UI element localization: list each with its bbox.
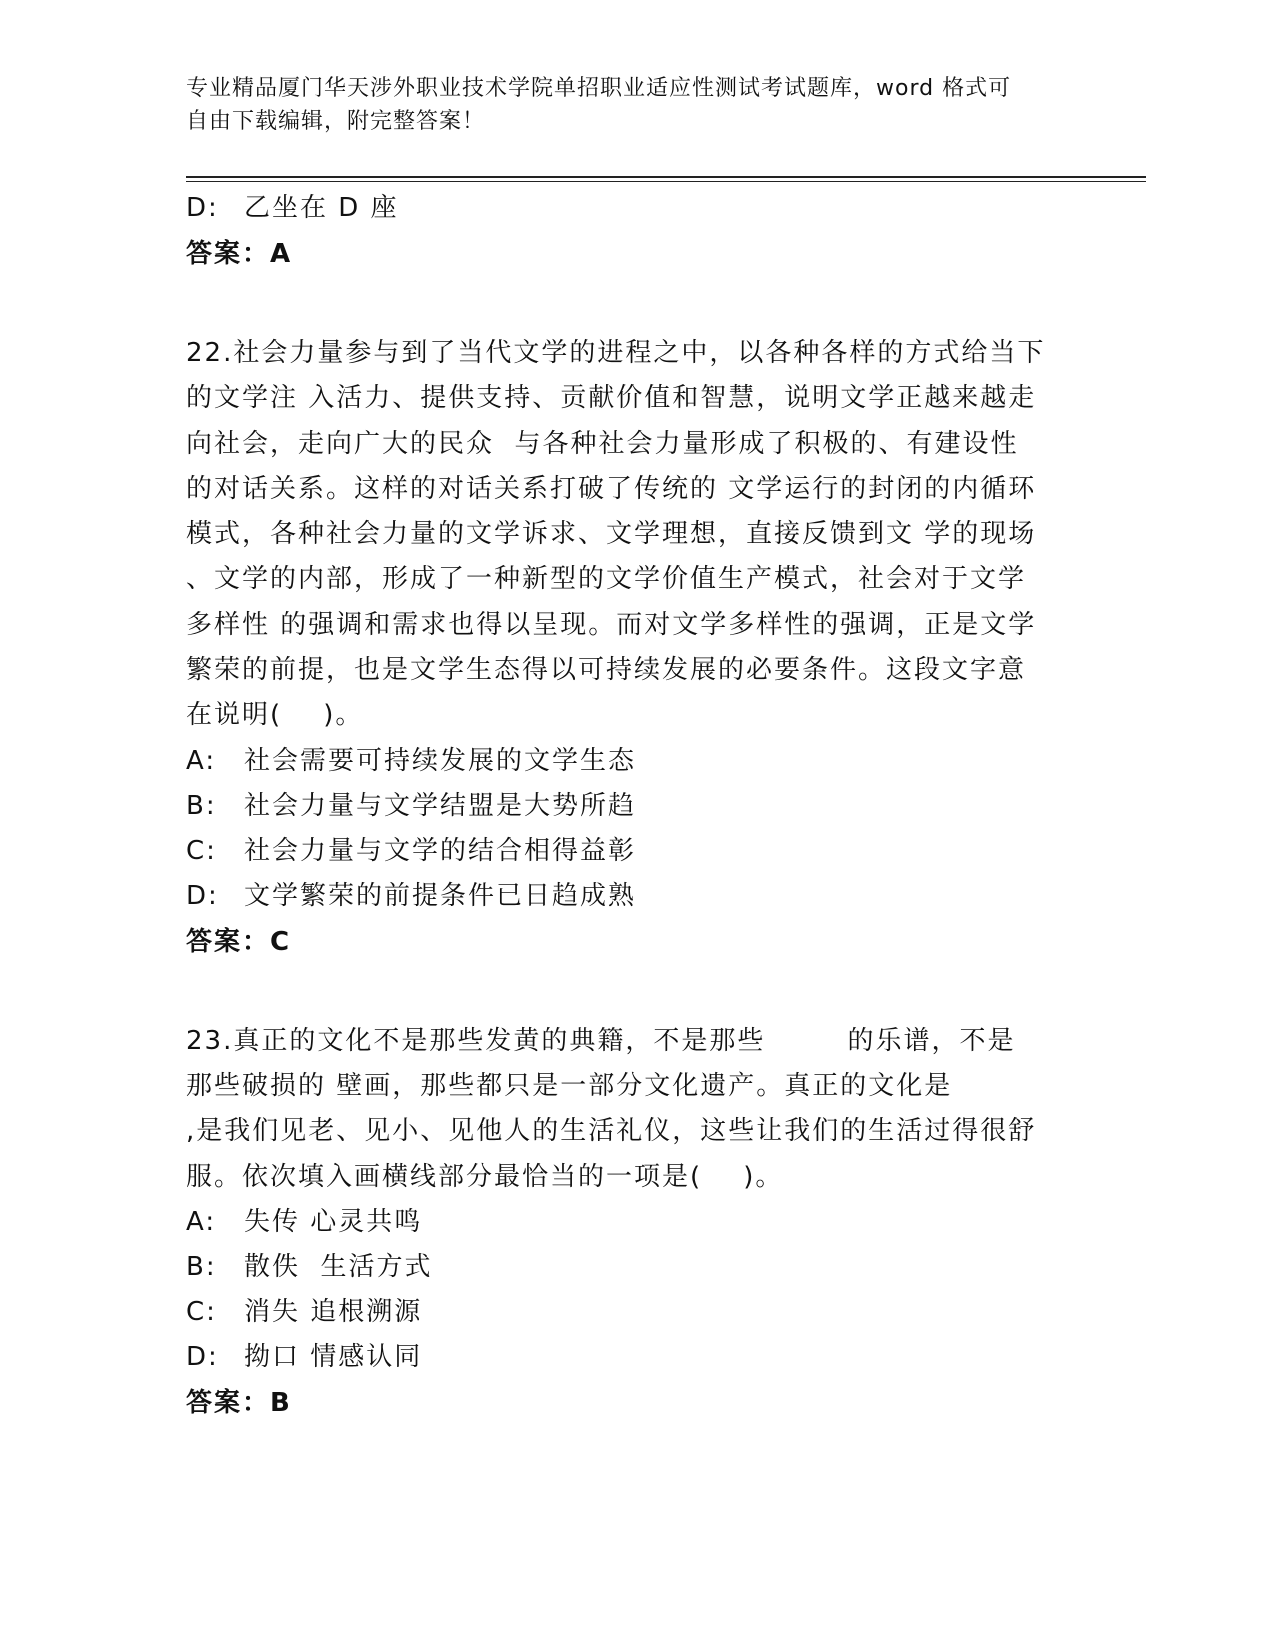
q23-option-b bbox=[186, 1245, 1086, 1290]
q22-stem-line-2: 的文学注 入活力、提供支持、贡献价值和智慧，说明文学正越来越走 bbox=[186, 383, 1037, 414]
option-letter: C: bbox=[186, 835, 217, 866]
q22-stem-line-5: 模式，各种社会力量的文学诉求、文学理想，直接反馈到文 学的现场 bbox=[186, 519, 1037, 550]
q23-option-a bbox=[186, 1200, 1086, 1245]
option-letter: D: bbox=[186, 1341, 219, 1372]
option-text: 乙坐在 D 座 bbox=[244, 193, 399, 223]
option-text: 社会力量与文学结盟是大势所趋 bbox=[244, 790, 637, 821]
option-letter: A: bbox=[186, 745, 217, 776]
option-text: 拗口 情感认同 bbox=[244, 1341, 423, 1372]
q22-option-c bbox=[186, 829, 1086, 874]
option-text: 散佚 生活方式 bbox=[244, 1251, 433, 1282]
q22-stem-line-4: 的对话关系。这样的对话关系打破了传统的 文学运行的封闭的内循环 bbox=[186, 473, 1037, 504]
question-23 bbox=[186, 1019, 1086, 1426]
q22-option-b bbox=[186, 784, 1086, 829]
question-content bbox=[186, 186, 1086, 1426]
option-letter: D: bbox=[186, 880, 219, 911]
header-divider-thin bbox=[186, 181, 1146, 182]
q23-stem-line-2: 那些破损的 壁画，那些都只是一部分文化遗产。真正的文化是 bbox=[186, 1070, 953, 1101]
document-header bbox=[186, 72, 1086, 138]
question-22 bbox=[186, 331, 1086, 965]
option-letter: A: bbox=[186, 1206, 217, 1237]
q23-stem-line-1: 23.真正的文化不是那些发黄的典籍，不是那些 的乐谱，不是 bbox=[186, 1025, 1016, 1056]
q22-stem-line-3: 向社会，走向广大的民众 与各种社会力量形成了积极的、有建设性 bbox=[186, 428, 1019, 459]
option-letter: D: bbox=[186, 193, 219, 223]
spacer bbox=[186, 277, 1086, 331]
option-text: 社会需要可持续发展的文学生态 bbox=[244, 745, 637, 776]
header-divider-thick bbox=[186, 176, 1146, 178]
q22-answer: 答案：C bbox=[186, 926, 292, 957]
q23-stem-line-3: ,是我们见老、见小、见他人的生活礼仪，这些让我们的生活过得很舒 bbox=[186, 1116, 1037, 1147]
prev-answer: 答案：A bbox=[186, 239, 293, 269]
option-letter: B: bbox=[186, 790, 217, 821]
spacer bbox=[186, 965, 1086, 1019]
q22-stem-line-1: 22.社会力量参与到了当代文学的进程之中，以各种各样的方式给当下 bbox=[186, 338, 1046, 368]
option-letter: B: bbox=[186, 1251, 217, 1282]
q22-stem-line-6: 、文学的内部，形成了一种新型的文学价值生产模式，社会对于文学 bbox=[186, 564, 1027, 595]
header-line-2: 自由下载编辑，附完整答案！ bbox=[186, 109, 486, 134]
q22-stem-line-7: 多样性 的强调和需求也得以呈现。而对文学多样性的强调，正是文学 bbox=[186, 609, 1037, 640]
prev-option-d bbox=[186, 186, 1086, 231]
option-letter: C: bbox=[186, 1296, 217, 1327]
q23-option-d bbox=[186, 1335, 1086, 1380]
q22-option-a bbox=[186, 739, 1086, 784]
q22-stem-line-9: 在说明( )。 bbox=[186, 700, 364, 731]
option-text: 失传 心灵共鸣 bbox=[244, 1206, 423, 1237]
q23-stem-line-4: 服。依次填入画横线部分最恰当的一项是( )。 bbox=[186, 1161, 784, 1192]
option-text: 社会力量与文学的结合相得益彰 bbox=[244, 835, 637, 866]
q23-option-c bbox=[186, 1290, 1086, 1335]
q23-answer: 答案：B bbox=[186, 1387, 292, 1418]
option-text: 文学繁荣的前提条件已日趋成熟 bbox=[244, 880, 637, 911]
q22-option-d bbox=[186, 874, 1086, 919]
q22-stem-line-8: 繁荣的前提，也是文学生态得以可持续发展的必要条件。这段文字意 bbox=[186, 655, 1027, 686]
header-line-1: 专业精品厦门华天涉外职业技术学院单招职业适应性测试考试题库，word 格式可 bbox=[186, 76, 1012, 101]
option-text: 消失 追根溯源 bbox=[244, 1296, 423, 1327]
